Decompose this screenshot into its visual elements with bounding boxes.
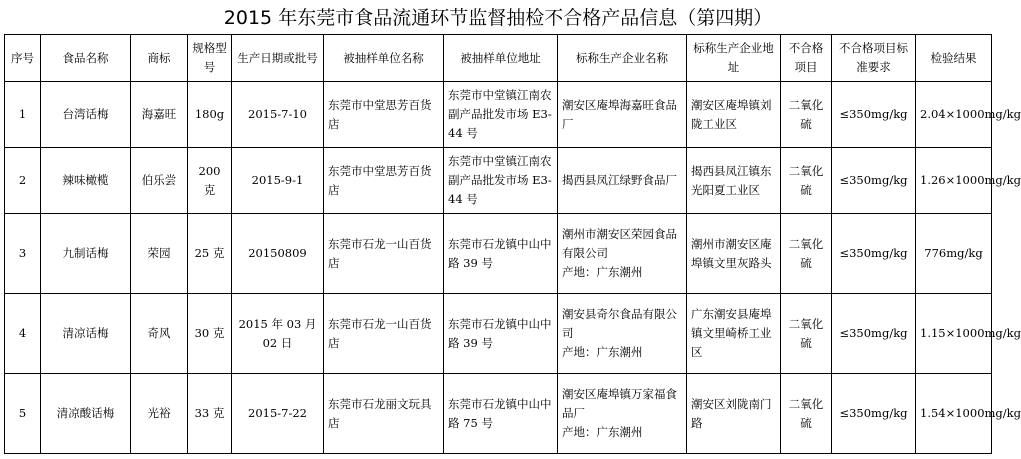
sampled-unit-name: 东莞市中堂思芳百货店 xyxy=(324,82,444,148)
manufacturer-name xyxy=(558,214,687,294)
production-date: 2015-9-1 xyxy=(232,148,324,214)
row-number: 3 xyxy=(5,214,41,294)
sampled-unit-name: 东莞市石龙一山百货店 xyxy=(324,294,444,374)
brand: 光裕 xyxy=(131,374,188,454)
sampled-unit-name: 东莞市石龙一山百货店 xyxy=(324,214,444,294)
brand: 奇风 xyxy=(131,294,188,374)
standard-requirement: ≤350mg/kg xyxy=(832,82,916,148)
column-header: 序号 xyxy=(5,35,41,82)
test-result: 1.54×1000mg/kg xyxy=(916,374,992,454)
table-row xyxy=(5,82,992,148)
sampled-unit-address: 东莞市中堂镇江南农副产品批发市场 E3-44 号 xyxy=(444,148,558,214)
spec: 33 克 xyxy=(188,374,232,454)
sampled-unit-name: 东莞市中堂思芳百货店 xyxy=(324,148,444,214)
spec: 25 克 xyxy=(188,214,232,294)
manufacturer-origin: 产地：广东潮州 xyxy=(562,345,643,359)
sampled-unit-address: 东莞市中堂镇江南农副产品批发市场 E3-44 号 xyxy=(444,82,558,148)
failed-item: 二氧化硫 xyxy=(781,294,832,374)
manufacturer-name-text: 潮安县奇尔食品有限公司 xyxy=(562,307,677,340)
standard-requirement: ≤350mg/kg xyxy=(832,148,916,214)
column-header: 不合格项目标准要求 xyxy=(832,35,916,82)
sampled-unit-address: 东莞市石龙镇中山中路 39 号 xyxy=(444,294,558,374)
unqualified-products-table xyxy=(4,34,1021,454)
standard-requirement: ≤350mg/kg xyxy=(832,214,916,294)
manufacturer-address: 潮安区庵埠镇刘陇工业区 xyxy=(687,82,781,148)
column-header: 被抽样单位地址 xyxy=(444,35,558,82)
column-header: 检验结果 xyxy=(916,35,992,82)
table-header-row xyxy=(5,35,992,82)
production-date: 2015-7-10 xyxy=(232,82,324,148)
spec: 30 克 xyxy=(188,294,232,374)
manufacturer-origin: 产地：广东潮州 xyxy=(562,265,643,279)
food-name: 清凉酸话梅 xyxy=(41,374,131,454)
column-header: 被抽样单位名称 xyxy=(324,35,444,82)
test-result: 776mg/kg xyxy=(916,214,992,294)
row-number: 4 xyxy=(5,294,41,374)
column-header: 规格型号 xyxy=(188,35,232,82)
failed-item: 二氧化硫 xyxy=(781,214,832,294)
sampled-unit-name: 东莞市石龙丽文玩具店 xyxy=(324,374,444,454)
production-date: 2015-7-22 xyxy=(232,374,324,454)
test-result: 2.04×1000mg/kg xyxy=(916,82,992,148)
spec: 180g xyxy=(188,82,232,148)
row-number: 1 xyxy=(5,82,41,148)
food-name: 九制话梅 xyxy=(41,214,131,294)
table-row xyxy=(5,148,992,214)
food-name: 清凉话梅 xyxy=(41,294,131,374)
column-header: 标称生产企业名称 xyxy=(558,35,687,82)
spec: 200 克 xyxy=(188,148,232,214)
manufacturer-name xyxy=(558,148,687,214)
table-row xyxy=(5,374,992,454)
manufacturer-address: 潮安区刘陇南门路 xyxy=(687,374,781,454)
production-date: 20150809 xyxy=(232,214,324,294)
column-header: 不合格项目 xyxy=(781,35,832,82)
manufacturer-origin: 产地：广东潮州 xyxy=(562,425,643,439)
brand: 海嘉旺 xyxy=(131,82,188,148)
food-name: 辣味橄榄 xyxy=(41,148,131,214)
manufacturer-name xyxy=(558,374,687,454)
page-title: 2015 年东莞市食品流通环节监督抽检不合格产品信息（第四期） xyxy=(223,7,773,29)
food-name: 台湾话梅 xyxy=(41,82,131,148)
sampled-unit-address: 东莞市石龙镇中山中路 39 号 xyxy=(444,214,558,294)
production-date: 2015 年 03 月 02 日 xyxy=(232,294,324,374)
brand: 荣园 xyxy=(131,214,188,294)
row-number: 2 xyxy=(5,148,41,214)
failed-item: 二氧化硫 xyxy=(781,374,832,454)
sampled-unit-address: 东莞市石龙镇中山中路 75 号 xyxy=(444,374,558,454)
manufacturer-name-text: 潮州市潮安区荣园食品有限公司 xyxy=(562,227,677,260)
manufacturer-address: 广东潮安县庵埠镇文里崎桥工业区 xyxy=(687,294,781,374)
brand: 伯乐尝 xyxy=(131,148,188,214)
manufacturer-name-text: 潮安区庵埠海嘉旺食品厂 xyxy=(562,97,677,131)
column-header: 商标 xyxy=(131,35,188,82)
test-result: 1.26×1000mg/kg xyxy=(916,148,992,214)
failed-item: 二氧化硫 xyxy=(781,148,832,214)
standard-requirement: ≤350mg/kg xyxy=(832,294,916,374)
manufacturer-name xyxy=(558,82,687,148)
column-header: 标称生产企业地址 xyxy=(687,35,781,82)
manufacturer-name-text: 揭西县凤江绿野食品厂 xyxy=(562,173,677,187)
standard-requirement: ≤350mg/kg xyxy=(832,374,916,454)
table-row xyxy=(5,214,992,294)
failed-item: 二氧化硫 xyxy=(781,82,832,148)
manufacturer-address: 揭西县凤江镇东光阳夏工业区 xyxy=(687,148,781,214)
test-result: 1.15×1000mg/kg xyxy=(916,294,992,374)
table-row xyxy=(5,294,992,374)
manufacturer-address: 潮州市潮安区庵埠镇文里灰路头 xyxy=(687,214,781,294)
manufacturer-name xyxy=(558,294,687,374)
row-number: 5 xyxy=(5,374,41,454)
manufacturer-name-text: 潮安区庵埠镇万家福食品厂 xyxy=(562,387,677,420)
column-header: 生产日期或批号 xyxy=(232,35,324,82)
column-header: 食品名称 xyxy=(41,35,131,82)
